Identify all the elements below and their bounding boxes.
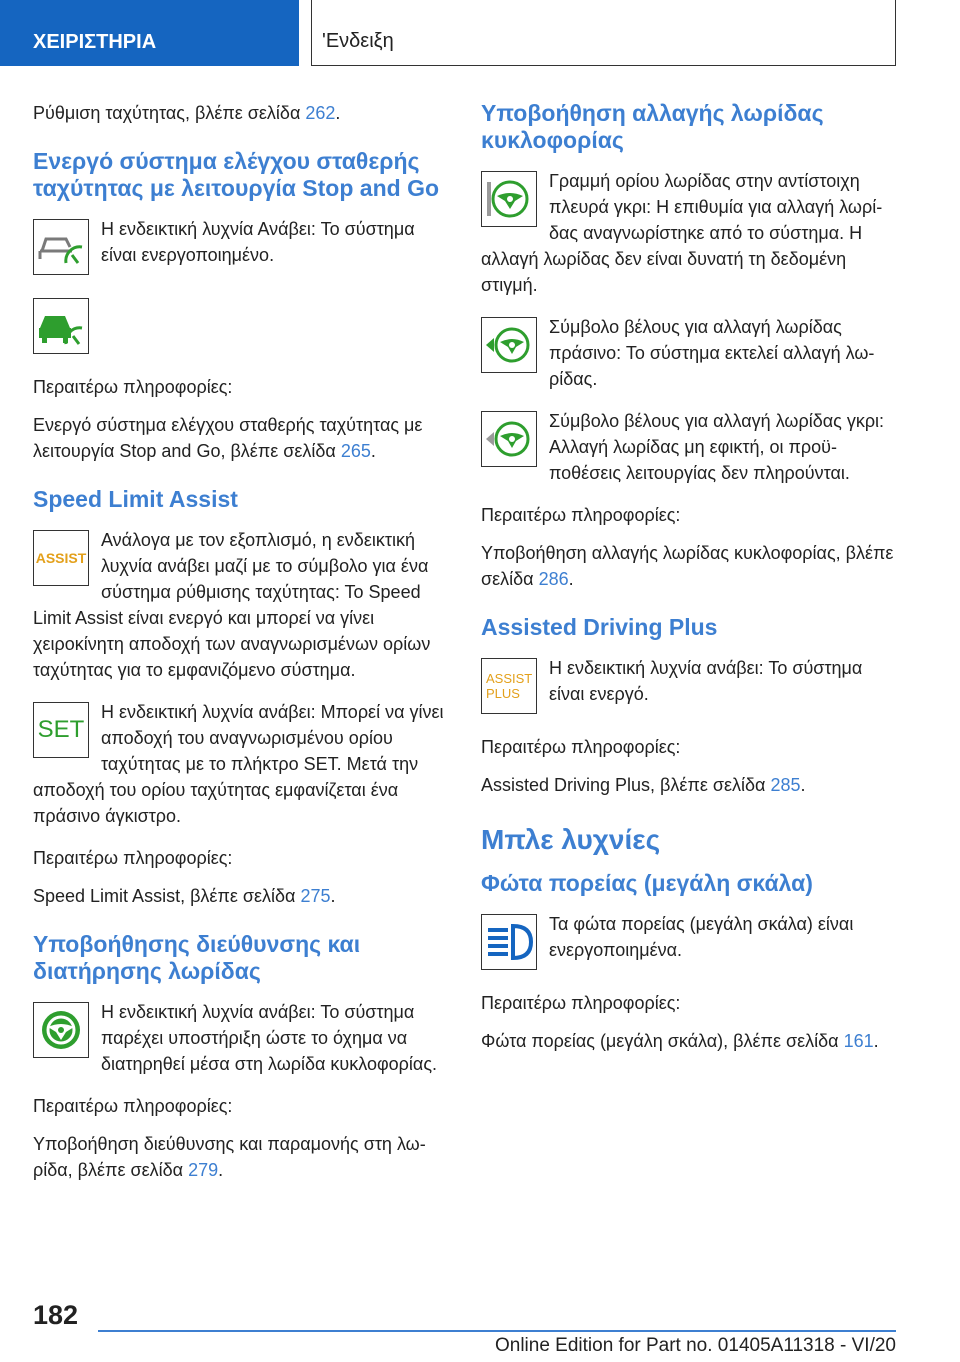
page-header [0,0,960,66]
ref-end: . [568,569,574,589]
footer-divider [98,1330,896,1332]
stop-go-entry [33,216,448,279]
adp-entry [481,655,896,718]
adp-ref [481,772,896,798]
sla-desc: Ανάλογα με τον εξοπλισμό, η ενδεικτική λυχνία ανάβει μαζί με το σύμβολο για ένα σύστημα ρύθμισης ταχύτητας: Το Speed Limit Assist είναι ενεργό και μπορεί να γίνει χειροκίνητη αποδοχή των αναγνωρισμένων ορίων ταχύτητας για το εμφανιζόμενο σύστημα. [33,530,431,680]
page-link-161[interactable]: 161 [843,1031,874,1051]
steer-ref [33,1131,448,1183]
steer-entry [33,999,448,1077]
set-entry [33,699,448,829]
assist-plus-icon [481,658,537,714]
ref-text: Υποβοήθηση αλλαγής λωρίδας κυκλοφορίας, βλέπε σελίδα [481,543,894,589]
page-link-275[interactable]: 275 [300,886,331,906]
lane-change-arrow-green-icon [481,317,537,373]
ref-end: . [330,886,336,906]
assist-plus-line2: PLUS [486,686,520,701]
set-icon [33,702,89,758]
page-link-262[interactable]: 262 [305,103,336,123]
section-title: ΧΕΙΡΙΣΤΗΡΙΑ [33,31,157,53]
stop-go-entry-2 [33,295,448,358]
ref-end: . [873,1031,879,1051]
heading-assisted-driving-plus: Assisted Driving Plus [481,614,718,640]
steering-wheel-green-icon [33,1002,89,1058]
more-info-label: Περαιτέρω πληροφορίες: [481,737,681,757]
edition-note: Online Edition for Part no. 01405A11318 - VI/20 [494,1335,896,1356]
steer-desc: Η ενδεικτική λυχνία ανάβει: Το σύστημα παρέχει υποστήριξη ώστε το όχημα να διατηρηθεί μέσα στη λωρίδα κυκλοφορίας. [101,1002,438,1074]
intro-end: . [335,103,341,123]
ref-end: . [370,441,376,461]
lane-desc-1: Γραμμή ορίου λωρίδας στην αντίστοιχη πλευρά γκρι: Η επιθυμία για αλλαγή λωρίδας αναγνωρίστηκε από το σύστημα. Η αλλαγή λωρίδας δεν είναι δυνατή τη δεδομένη στιγμή. [481,171,883,295]
ref-text: Speed Limit Assist, βλέπε σελίδα [33,886,301,906]
heading-lane-change: Υποβοήθηση αλλαγής λωρίδας κυκλοφορίας [481,100,824,153]
heading-steering-assist: Υποβοήθησης διεύθυνσης και διατήρησης λωρίδας [33,931,361,984]
ref-end: . [218,1160,224,1180]
adp-desc: Η ενδεικτική λυχνία ανάβει: Το σύστημα είναι ενεργό. [549,658,863,704]
more-info-label: Περαιτέρω πληροφορίες: [33,1096,233,1116]
heading-stop-and-go: Ενεργό σύστημα ελέγχου σταθερής ταχύτητας με λειτουργία Stop and Go [33,148,440,201]
page-link-286[interactable]: 286 [538,569,569,589]
page-link-265[interactable]: 265 [340,441,371,461]
set-icon-label: SET [37,716,85,743]
heading-blue-lights: Μπλε λυχνίες [481,824,661,855]
more-info-label: Περαιτέρω πληροφορίες: [33,377,233,397]
lane-entry-3 [481,408,896,486]
stop-go-desc: Η ενδεικτική λυχνία Ανάβει: Το σύστημα είναι ενεργοποιημένο. [101,219,415,265]
heading-speed-limit-assist: Speed Limit Assist [33,486,238,512]
more-info-label: Περαιτέρω πληροφορίες: [481,505,681,525]
ref-text: Ενεργό σύστημα ελέγχου σταθερής ταχύτητας με λειτουργία Stop and Go, βλέπε σελίδα [33,415,423,461]
page-link-285[interactable]: 285 [770,775,801,795]
lane-desc-2: Σύμβολο βέλους για αλλαγή λωρίδας πράσινο: Το σύστημα εκτελεί αλλαγή λωρίδας. [549,317,875,389]
page-link-279[interactable]: 279 [188,1160,219,1180]
cruise-control-green-icon [33,298,89,354]
high-beam-entry [481,911,896,974]
assist-plus-line1: ASSIST [486,671,533,686]
chapter-title: 'Ενδειξη [322,30,394,52]
sla-entry [33,527,448,683]
more-info-label: Περαιτέρω πληροφορίες: [33,848,233,868]
intro-line [33,100,448,126]
section-tab [0,0,299,66]
lane-entry-1 [481,168,896,298]
ref-end: . [800,775,806,795]
chapter-box [311,0,896,66]
set-desc: Η ενδεικτική λυχνία ανάβει: Μπορεί να γίνει αποδοχή του αναγνωρισμένου ορίου ταχύτητας με το πλήκτρο SET. Μετά την αποδοχή του ορίου ταχύτητας εμφανίζεται ένα πράσινο άγκιστρο. [33,702,444,826]
heading-high-beam: Φώτα πορείας (μεγάλη σκάλα) [481,870,813,896]
ref-text: Υποβοήθηση διεύθυνσης και παραμονής στη λωρίδα, βλέπε σελίδα [33,1134,426,1180]
lane-change-arrow-grey-icon [481,411,537,467]
lane-entry-2 [481,314,896,392]
stop-go-ref [33,412,448,464]
ref-text: Assisted Driving Plus, βλέπε σελίδα [481,775,771,795]
left-column [33,100,448,1195]
high-beam-ref [481,1028,896,1054]
high-beam-icon [481,914,537,970]
ref-text: Φώτα πορείας (μεγάλη σκάλα), βλέπε σελίδα [481,1031,844,1051]
high-beam-desc: Τα φώτα πορείας (μεγάλη σκάλα) είναι ενεργοποιημένα. [549,914,854,960]
right-column [481,100,896,1066]
assist-icon [33,530,89,586]
lane-ref [481,540,896,592]
sla-ref [33,883,448,909]
lane-desc-3: Σύμβολο βέλους για αλλαγή λωρίδας γκρι: Αλλαγή λωρίδας μη εφικτή, οι προϋποθέσεις λειτουργίας δεν πληρούνται. [549,411,885,483]
intro-text: Ρύθμιση ταχύτητας, βλέπε σελίδα [33,103,306,123]
page-number: 182 [33,1300,79,1330]
steering-wheel-grey-lane-icon [481,171,537,227]
assist-icon-label: ASSIST [35,550,87,566]
more-info-label: Περαιτέρω πληροφορίες: [481,993,681,1013]
cruise-control-grey-icon [33,219,89,275]
